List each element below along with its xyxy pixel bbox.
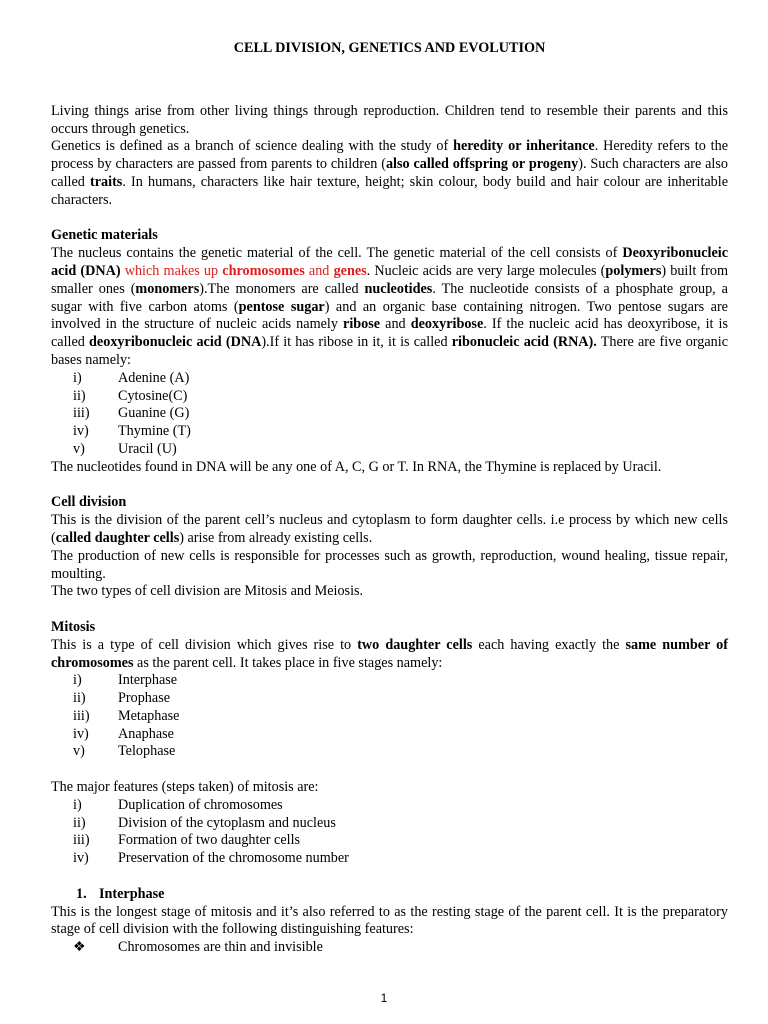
list-item: i) Interphase <box>73 672 178 689</box>
document-body <box>51 40 728 957</box>
mitosis-features-list <box>51 797 728 868</box>
list-item: v) Telophase <box>73 743 176 760</box>
cell-division-heading: Cell division <box>51 494 127 511</box>
list-item: iii) Formation of two daughter cells <box>73 832 301 849</box>
mitosis-features-intro: The major features (steps taken) of mitosis are: <box>51 779 319 796</box>
diamond-bullet-icon: ❖ <box>73 939 86 956</box>
list-item: iii) Metaphase <box>73 707 180 724</box>
cell-division-paragraph-2: The production of new cells is responsible for processes such as growth, reproduction, wound healing, tissue repair, moulting. <box>51 547 728 582</box>
cell-division-paragraph-1: This is the division of the parent cell’s nucleus and cytoplasm to form daughter cells. i.e process by which new cells (called daughter cells) arise from already existing cells. <box>51 512 728 546</box>
intro-paragraph-2: Genetics is defined as a branch of science dealing with the study of heredity or inheritance. Heredity refers to the process by characters are passed from parents to children (also called offspring or progeny). Such characters are also called traits. In humans, characters like hair texture, height; skin colour, body build and hair colour are inheritable characters. <box>51 138 728 208</box>
cell-division-paragraph-3: The two types of cell division are Mitosis and Meiosis. <box>51 583 364 600</box>
mitosis-paragraph: This is a type of cell division which gives rise to two daughter cells each having exactly the same number of chromosomes as the parent cell. It takes place in five stages namely: <box>51 636 728 671</box>
intro-paragraph-1: Living things arise from other living things through reproduction. Children tend to resemble their parents and this occurs through genetics. <box>51 102 728 137</box>
interphase-paragraph: This is the longest stage of mitosis and it’s also referred to as the resting stage of the parent cell. It is the preparatory stage of cell division with the following distinguishing features: <box>51 903 728 938</box>
list-item: i) Duplication of chromosomes <box>73 796 283 813</box>
list-item: iv) Thymine (T) <box>73 423 191 440</box>
interphase-heading: 1. Interphase <box>76 885 165 902</box>
genetic-materials-heading: Genetic materials <box>51 227 158 244</box>
mitosis-heading: Mitosis <box>51 618 96 635</box>
organic-bases-list <box>51 370 728 459</box>
list-item: ❖ Chromosomes are thin and invisible <box>73 939 323 956</box>
list-item: iv) Anaphase <box>73 725 174 742</box>
page-title: CELL DIVISION, GENETICS AND EVOLUTION <box>233 40 546 56</box>
nucleotides-note: The nucleotides found in DNA will be any one of A, C, G or T. In RNA, the Thymine is replaced by Uracil. <box>51 458 662 475</box>
list-item: i) Adenine (A) <box>73 369 190 386</box>
list-item: ii) Cytosine(C) <box>73 387 188 404</box>
genetic-materials-paragraph: The nucleus contains the genetic material of the cell. The genetic material of the cell consists of Deoxyribonucleic acid (DNA) which makes up chromosomes and genes. Nucleic acids are very large molecules (polymers) built from smaller ones (monomers).The monomers are called nucleotides. The nucleotide consists of a phosphate group, a sugar with five carbon atoms (pentose sugar) and an organic base containing nitrogen. Two pentose sugars are involved in the structure of nucleic acids namely ribose and deoxyribose. If the nucleic acid has deoxyribose, it is called deoxyribonucleic acid (DNA).If it has ribose in it, it is called ribonucleic acid (RNA). There are five organic bases namely: <box>51 245 728 368</box>
list-item: iii) Guanine (G) <box>73 405 190 422</box>
list-item: v) Uracil (U) <box>73 440 177 457</box>
page-number: 1 <box>380 991 388 1005</box>
list-item: ii) Prophase <box>73 690 171 707</box>
list-item: ii) Division of the cytoplasm and nucleus <box>73 814 336 831</box>
mitosis-stages-list <box>51 672 728 761</box>
list-item: iv) Preservation of the chromosome number <box>73 850 349 867</box>
